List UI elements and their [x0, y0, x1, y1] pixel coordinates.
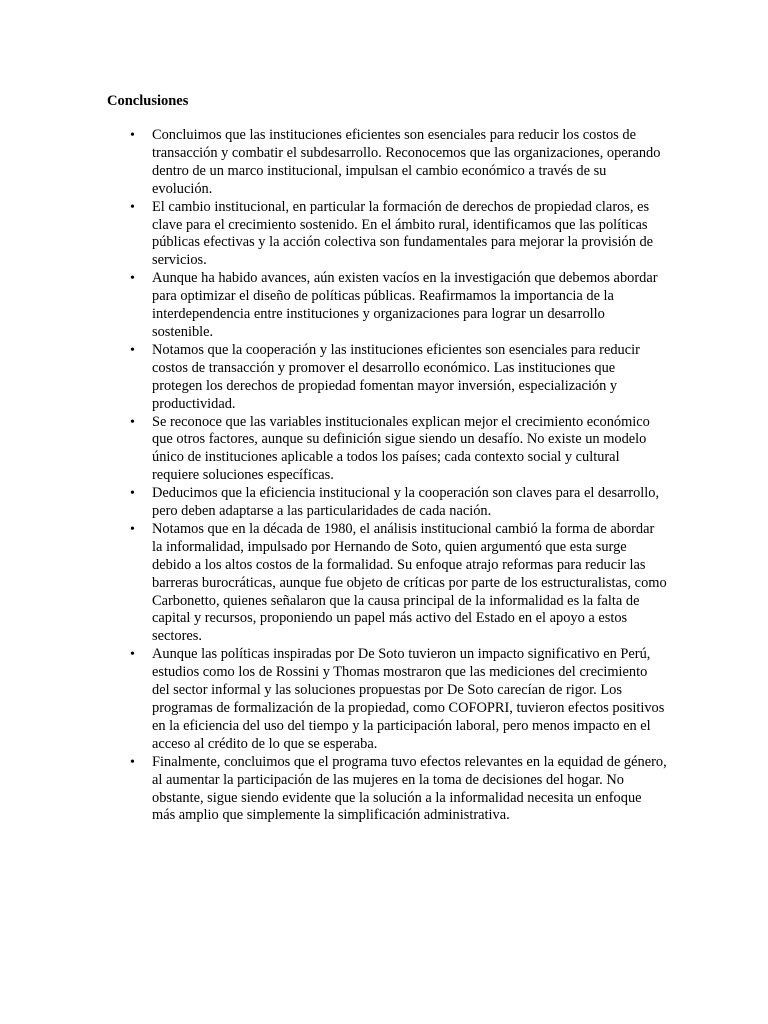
bullet-icon: • [130, 414, 135, 430]
list-item [107, 754, 667, 826]
list-item-text: Aunque ha habido avances, aún existen vacíos en la investigación que debemos abordar para optimizar el diseño de políticas públicas. Reafirmamos la importancia de la interdependencia entre instituciones y organizaciones para lograr un desarrollo sostenible. [152, 270, 658, 340]
bullet-icon: • [130, 342, 135, 358]
list-item-text: Notamos que la cooperación y las instituciones eficientes son esenciales para reducir costos de transacción y promover el desarrollo económico. Las instituciones que protegen los derechos de propiedad fomentan mayor inversión, especialización y productividad. [152, 341, 640, 412]
list-item-text: Notamos que en la década de 1980, el análisis institucional cambió la forma de abordar la informalidad, impulsado por Hernando de Soto, quien argumentó que esta surge debido a los altos costos de la formalidad. Su enfoque atrajo reformas para reducir las barreras burocráticas, aunque fue objeto de críticas por parte de los estructuralistas, como Carbonetto, quienes señalaron que la causa principal de la informalidad es la falta de capital y recursos, proponiendo un papel más activo del Estado en el apoyo a estos sectores. [152, 520, 667, 645]
bullet-icon: • [130, 521, 135, 537]
list-item-text: Deducimos que la eficiencia institucional y la cooperación son claves para el desarrollo, pero deben adaptarse a las particularidades de cada nación. [152, 485, 660, 520]
list-item [107, 646, 667, 753]
list-item-text: Se reconoce que las variables institucionales explican mejor el crecimiento económico que otros factores, aunque su definición sigue siendo un desafío. No existe un modelo único de instituciones aplicable a todos los países; cada contexto social y cultural requiere soluciones específicas. [152, 413, 650, 484]
bullet-icon: • [130, 486, 135, 502]
list-item [107, 270, 667, 342]
list-item-text: Aunque las políticas inspiradas por De Soto tuvieron un impacto significativo en Perú, estudios como los de Rossini y Thomas mostraron que las mediciones del crecimiento del sector informal y las soluciones propuestas por De Soto carecían de rigor. Los programas de formalización de la propiedad, como COFOPRI, tuvieron efectos positivos en la eficiencia del uso del tiempo y la participación laboral, pero menos impacto en el acceso al crédito de lo que se esperaba. [152, 646, 665, 752]
bullet-icon: • [130, 271, 135, 287]
list-item [107, 127, 667, 199]
list-item-text: Finalmente, concluimos que el programa tuvo efectos relevantes en la equidad de género, al aumentar la participación de las mujeres en la toma de decisiones del hogar. No obstante, sigue siendo evidente que la solución a la informalidad necesita un enfoque más amplio que simplemente la simplificación administrativa. [152, 753, 667, 824]
list-item [107, 342, 667, 414]
bullet-icon: • [130, 128, 135, 143]
bullet-icon: • [130, 754, 135, 770]
list-item [107, 414, 667, 486]
conclusions-list [107, 127, 667, 825]
list-item-text: El cambio institucional, en particular la formación de derechos de propiedad claros, es clave para el crecimiento sostenido. En el ámbito rural, identificamos que las políticas públicas efectivas y la acción colectiva son fundamentales para mejorar la provisión de servicios. [152, 198, 654, 269]
list-item-text: Concluimos que las instituciones eficientes son esenciales para reducir los costos de transacción y combatir el subdesarrollo. Reconocemos que las organizaciones, operando dentro de un marco institucional, impulsan el cambio económico a través de su evolución. [152, 127, 661, 197]
bullet-icon: • [130, 199, 135, 215]
list-item [107, 521, 667, 646]
bullet-icon: • [130, 647, 135, 663]
list-item [107, 485, 667, 521]
section-heading: Conclusiones [107, 93, 189, 109]
list-item [107, 199, 667, 271]
